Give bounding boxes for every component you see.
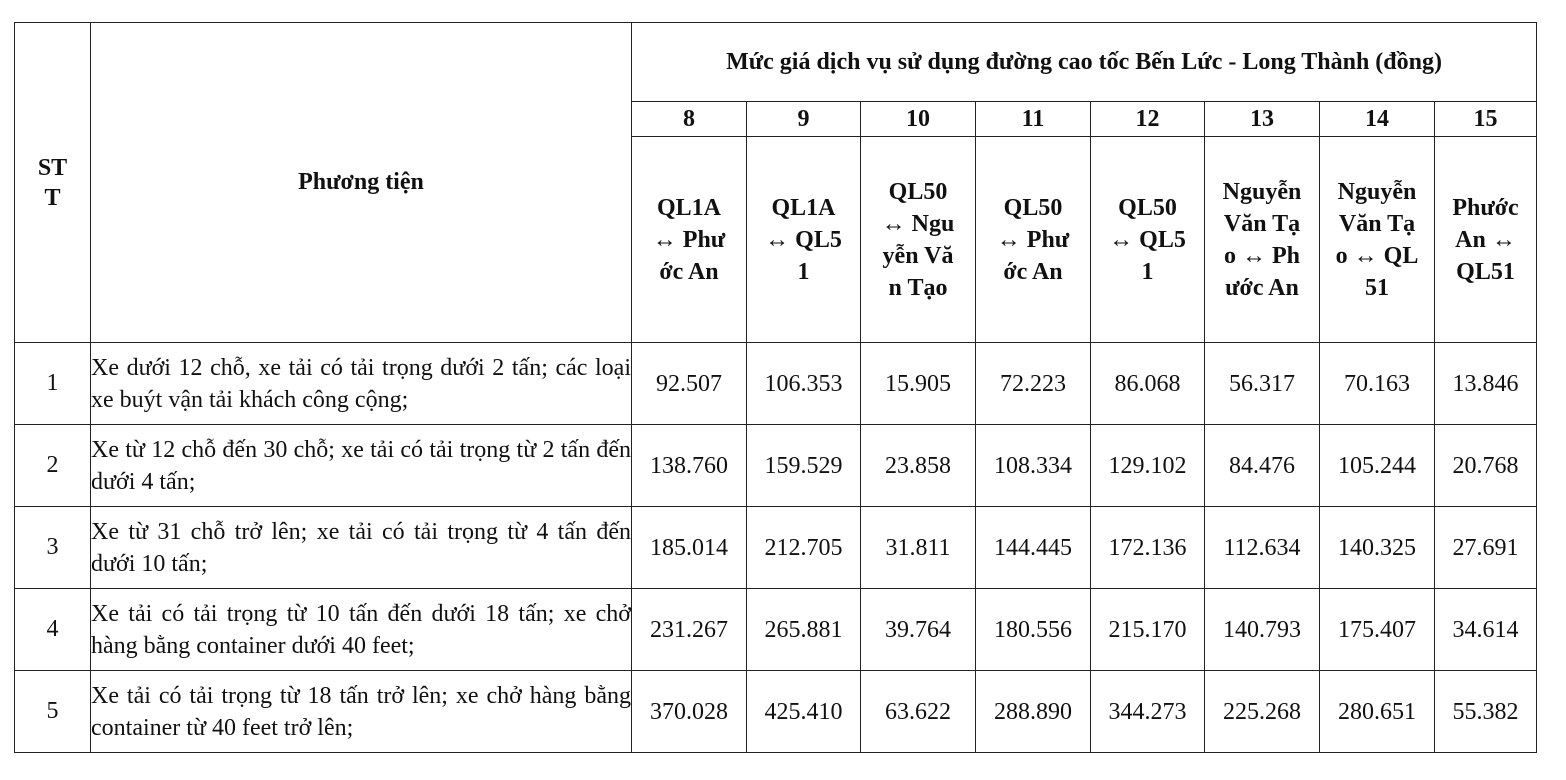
table-row	[15, 507, 1537, 589]
route-header	[861, 137, 976, 343]
column-number: 9	[747, 102, 861, 137]
vehicle-type: Xe từ 12 chỗ đến 30 chỗ; xe tải có tải trọng từ 2 tấn đến dưới 4 tấn;	[91, 425, 632, 507]
price-cell: 55.382	[1435, 671, 1537, 753]
route-label: Nguyễn Văn Tạo ↔ QL51	[1335, 178, 1419, 301]
column-number: 11	[976, 102, 1091, 137]
vehicle-type: Xe dưới 12 chỗ, xe tải có tải trọng dưới 2 tấn; các loại xe buýt vận tải khách công cộng;	[91, 343, 632, 425]
price-cell: 370.028	[632, 671, 747, 753]
price-cell: 63.622	[861, 671, 976, 753]
price-cell: 112.634	[1205, 507, 1320, 589]
price-cell: 72.223	[976, 343, 1091, 425]
price-cell: 39.764	[861, 589, 976, 671]
route-label: QL1A ↔ Phước An	[652, 194, 726, 285]
price-cell: 106.353	[747, 343, 861, 425]
column-number: 10	[861, 102, 976, 137]
table-row	[15, 425, 1537, 507]
price-cell: 70.163	[1320, 343, 1435, 425]
price-cell: 92.507	[632, 343, 747, 425]
price-cell: 172.136	[1091, 507, 1205, 589]
price-cell: 175.407	[1320, 589, 1435, 671]
table-row	[15, 589, 1537, 671]
vehicle-type: Xe tải có tải trọng từ 18 tấn trở lên; xe chở hàng bằng container từ 40 feet trở lên;	[91, 671, 632, 753]
route-label: QL50 ↔ QL51	[1109, 194, 1186, 285]
row-stt: 4	[15, 589, 91, 671]
column-number: 13	[1205, 102, 1320, 137]
column-number: 12	[1091, 102, 1205, 137]
price-cell: 265.881	[747, 589, 861, 671]
price-cell: 84.476	[1205, 425, 1320, 507]
price-cell: 288.890	[976, 671, 1091, 753]
price-title-header: Mức giá dịch vụ sử dụng đường cao tốc Bến Lức - Long Thành (đồng)	[632, 23, 1537, 102]
table-row	[15, 671, 1537, 753]
price-cell: 231.267	[632, 589, 747, 671]
route-label: QL50 ↔ Nguyễn Văn Tạo	[881, 178, 955, 301]
row-stt: 2	[15, 425, 91, 507]
price-cell: 129.102	[1091, 425, 1205, 507]
column-number: 14	[1320, 102, 1435, 137]
route-label: Phước An ↔ QL51	[1452, 194, 1519, 285]
route-label: Nguyễn Văn Tạo ↔ Phước An	[1222, 178, 1302, 301]
route-label: QL1A ↔ QL51	[765, 194, 842, 285]
price-cell: 86.068	[1091, 343, 1205, 425]
stt-header: STT	[15, 23, 91, 343]
price-cell: 280.651	[1320, 671, 1435, 753]
route-header	[1320, 137, 1435, 343]
price-cell: 15.905	[861, 343, 976, 425]
route-header	[632, 137, 747, 343]
route-header	[1091, 137, 1205, 343]
route-header	[1435, 137, 1537, 343]
row-stt: 5	[15, 671, 91, 753]
toll-fee-table	[14, 22, 1537, 753]
price-cell: 159.529	[747, 425, 861, 507]
price-cell: 56.317	[1205, 343, 1320, 425]
table-row	[15, 343, 1537, 425]
row-stt: 3	[15, 507, 91, 589]
price-cell: 215.170	[1091, 589, 1205, 671]
price-cell: 344.273	[1091, 671, 1205, 753]
vehicle-header: Phương tiện	[91, 23, 632, 343]
price-cell: 108.334	[976, 425, 1091, 507]
price-cell: 31.811	[861, 507, 976, 589]
price-cell: 105.244	[1320, 425, 1435, 507]
route-header	[976, 137, 1091, 343]
price-cell: 212.705	[747, 507, 861, 589]
price-cell: 144.445	[976, 507, 1091, 589]
price-cell: 34.614	[1435, 589, 1537, 671]
vehicle-type: Xe tải có tải trọng từ 10 tấn đến dưới 18 tấn; xe chở hàng bằng container dưới 40 feet;	[91, 589, 632, 671]
price-cell: 20.768	[1435, 425, 1537, 507]
price-cell: 425.410	[747, 671, 861, 753]
price-cell: 27.691	[1435, 507, 1537, 589]
route-header	[1205, 137, 1320, 343]
column-number: 15	[1435, 102, 1537, 137]
price-cell: 138.760	[632, 425, 747, 507]
vehicle-type: Xe từ 31 chỗ trở lên; xe tải có tải trọng từ 4 tấn đến dưới 10 tấn;	[91, 507, 632, 589]
price-cell: 180.556	[976, 589, 1091, 671]
price-cell: 225.268	[1205, 671, 1320, 753]
route-header	[747, 137, 861, 343]
route-label: QL50 ↔ Phước An	[996, 194, 1070, 285]
price-cell: 13.846	[1435, 343, 1537, 425]
price-cell: 140.793	[1205, 589, 1320, 671]
price-cell: 140.325	[1320, 507, 1435, 589]
column-number: 8	[632, 102, 747, 137]
row-stt: 1	[15, 343, 91, 425]
price-cell: 23.858	[861, 425, 976, 507]
price-cell: 185.014	[632, 507, 747, 589]
